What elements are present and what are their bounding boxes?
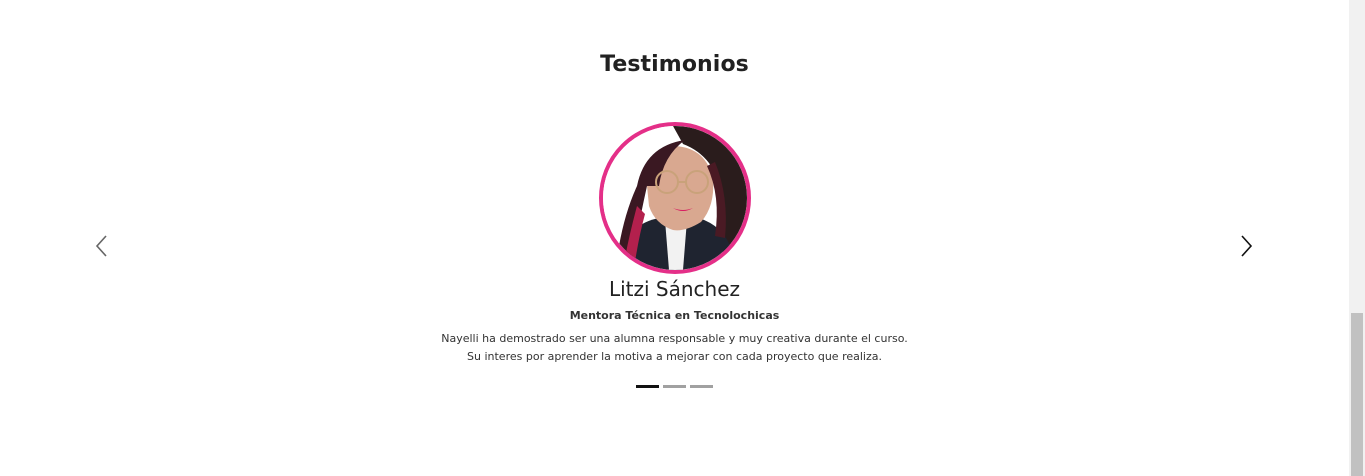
- testimonial-slide: [0, 122, 1349, 366]
- carousel-indicator-2[interactable]: [663, 385, 686, 388]
- chevron-right-icon: [1240, 234, 1254, 262]
- quote-line-2: Su interes por aprender la motiva a mejorar con cada proyecto que realiza.: [467, 350, 882, 363]
- quote-line-1: Nayelli ha demostrado ser una alumna responsable y muy creativa durante el curso.: [441, 332, 908, 345]
- portrait-image: [603, 126, 747, 270]
- testimonial-role: Mentora Técnica en Tecnolochicas: [569, 309, 780, 322]
- testimonial-quote: [0, 330, 1349, 366]
- scrollbar-thumb[interactable]: [1351, 313, 1363, 476]
- page-scrollbar[interactable]: [1349, 0, 1365, 476]
- carousel-indicator-3[interactable]: [690, 385, 713, 388]
- section-title: Testimonios: [600, 52, 749, 77]
- carousel-indicators: [636, 385, 713, 388]
- testimonial-name: Litzi Sánchez: [608, 277, 741, 301]
- carousel-indicator-1[interactable]: [636, 385, 659, 388]
- avatar: [599, 122, 751, 274]
- carousel-next-button[interactable]: [1233, 234, 1261, 262]
